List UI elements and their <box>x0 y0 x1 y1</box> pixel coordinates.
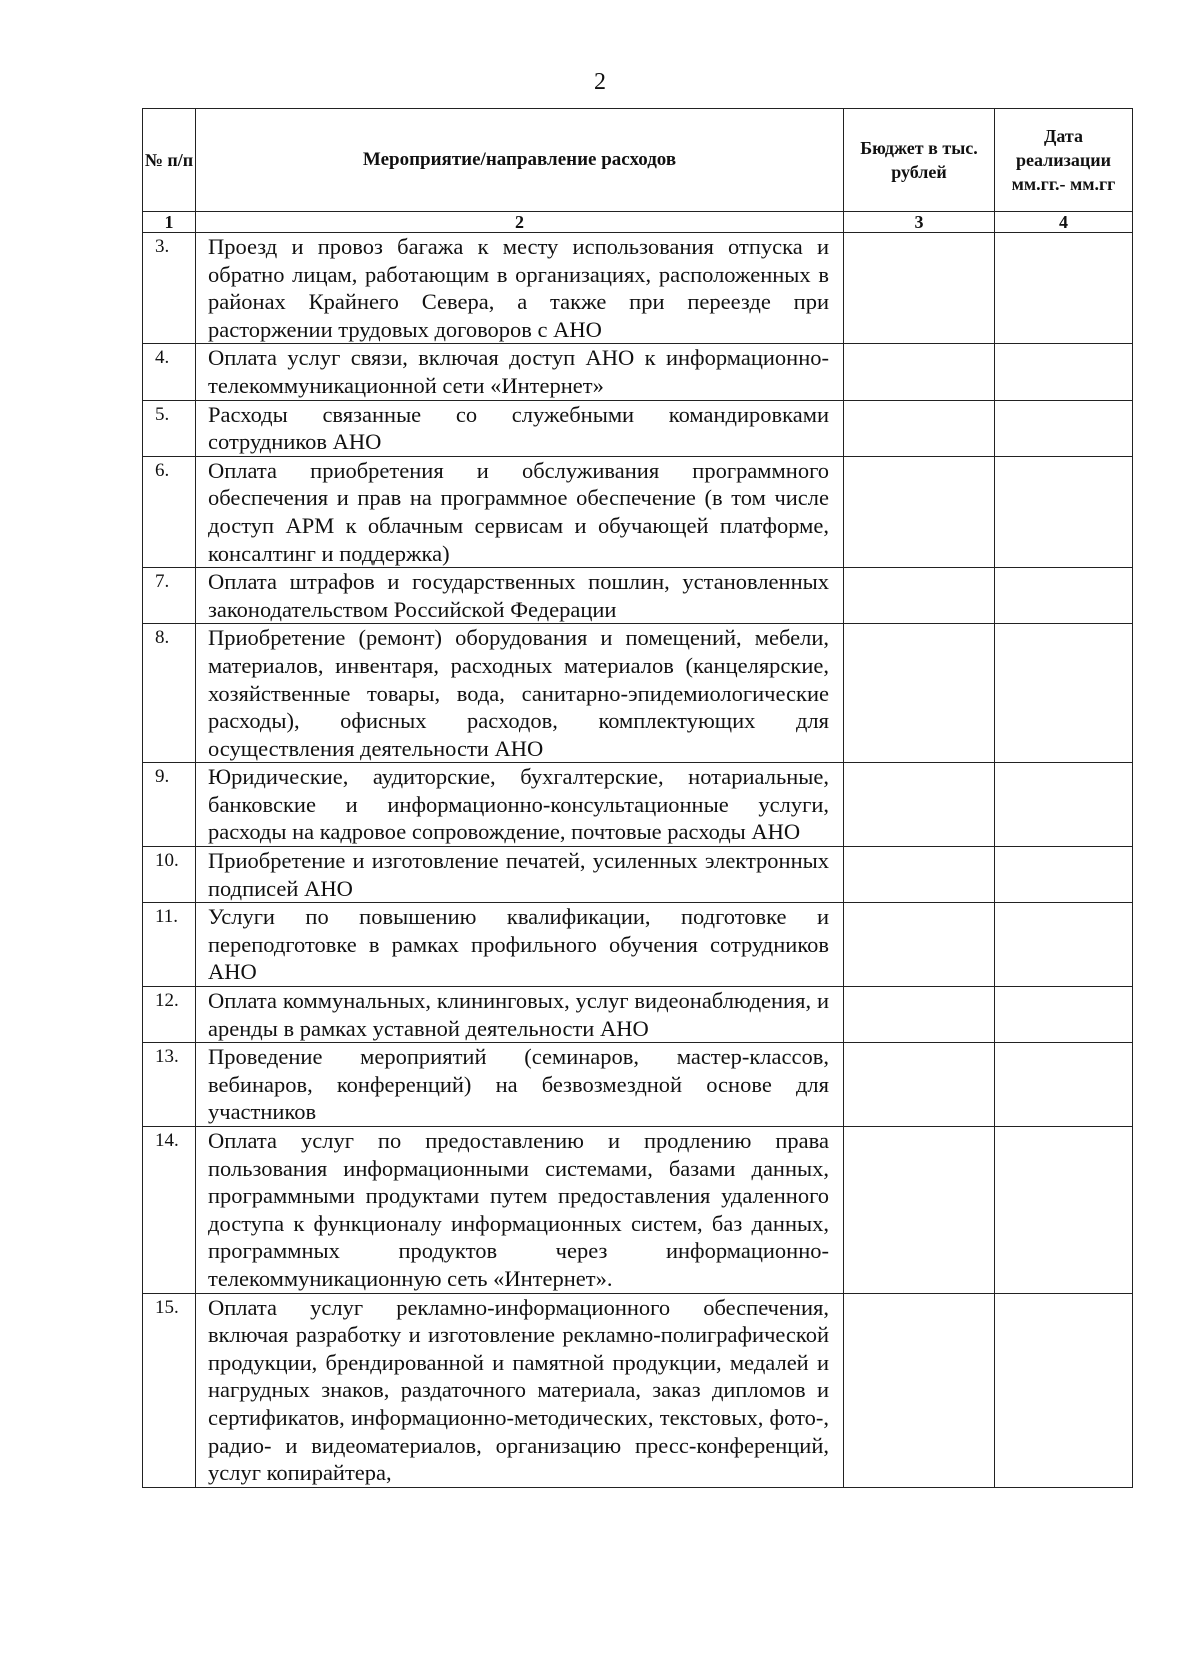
row-number: 15. <box>143 1293 196 1487</box>
page-number: 2 <box>594 69 606 95</box>
row-number: 9. <box>143 763 196 847</box>
row-number: 3. <box>143 233 196 344</box>
row-budget <box>844 1043 995 1127</box>
row-description: Оплата услуг по предоставлению и продлению права пользования информационными системами, базами данных, программными продуктами путем предоставления удаленного доступа к функционалу информационных систем, баз данных, программных продуктов через информационно-телекоммуникационную сеть «Интернет». <box>196 1127 844 1294</box>
row-date <box>995 456 1133 567</box>
row-budget <box>844 400 995 456</box>
row-date <box>995 903 1133 987</box>
row-budget <box>844 847 995 903</box>
table-row <box>143 1043 1133 1127</box>
row-number: 6. <box>143 456 196 567</box>
row-number: 12. <box>143 987 196 1043</box>
table-row <box>143 903 1133 987</box>
row-number: 14. <box>143 1127 196 1294</box>
row-date <box>995 233 1133 344</box>
row-number: 7. <box>143 568 196 624</box>
header-date: Дата реализации мм.гг.- мм.гг <box>995 109 1133 212</box>
table-row <box>143 1127 1133 1294</box>
column-number: 3 <box>844 212 995 233</box>
column-number: 1 <box>143 212 196 233</box>
row-description: Оплата приобретения и обслуживания программного обеспечения и прав на программное обеспечение (в том числе доступ АРМ к облачным сервисам и обучающей платформе, консалтинг и поддержка) <box>196 456 844 567</box>
row-description: Расходы связанные со служебными командировками сотрудников АНО <box>196 400 844 456</box>
row-number: 8. <box>143 624 196 763</box>
table-row <box>143 568 1133 624</box>
table-row <box>143 233 1133 344</box>
table-row <box>143 624 1133 763</box>
column-number: 4 <box>995 212 1133 233</box>
table-row <box>143 344 1133 400</box>
header-budget: Бюджет в тыс. рублей <box>844 109 995 212</box>
table-row <box>143 456 1133 567</box>
row-description: Приобретение (ремонт) оборудования и помещений, мебели, материалов, инвентаря, расходных материалов (канцелярские, хозяйственные товары, вода, санитарно-эпидемиологические расходы), офисных расходов, комплектующих для осуществления деятельности АНО <box>196 624 844 763</box>
table-row <box>143 763 1133 847</box>
row-date <box>995 763 1133 847</box>
header-description: Мероприятие/направление расходов <box>196 109 844 212</box>
table-row <box>143 1293 1133 1487</box>
row-description: Оплата штрафов и государственных пошлин, установленных законодательством Российской Федерации <box>196 568 844 624</box>
row-description: Юридические, аудиторские, бухгалтерские, нотариальные, банковские и информационно-консультационные услуги, расходы на кадровое сопровождение, почтовые расходы АНО <box>196 763 844 847</box>
row-budget <box>844 568 995 624</box>
row-budget <box>844 456 995 567</box>
row-date <box>995 847 1133 903</box>
row-description: Оплата коммунальных, клининговых, услуг видеонаблюдения, и аренды в рамках уставной деятельности АНО <box>196 987 844 1043</box>
row-description: Приобретение и изготовление печатей, усиленных электронных подписей АНО <box>196 847 844 903</box>
row-budget <box>844 763 995 847</box>
row-date <box>995 624 1133 763</box>
row-description: Оплата услуг связи, включая доступ АНО к информационно-телекоммуникационной сети «Интернет» <box>196 344 844 400</box>
row-number: 13. <box>143 1043 196 1127</box>
column-number: 2 <box>196 212 844 233</box>
table-row <box>143 987 1133 1043</box>
header-row <box>143 109 1133 212</box>
row-date <box>995 1293 1133 1487</box>
row-budget <box>844 1293 995 1487</box>
row-date <box>995 344 1133 400</box>
table-row <box>143 400 1133 456</box>
table-row <box>143 847 1133 903</box>
row-date <box>995 1043 1133 1127</box>
column-numbers-row <box>143 212 1133 233</box>
row-budget <box>844 903 995 987</box>
row-date <box>995 400 1133 456</box>
row-description: Оплата услуг рекламно-информационного обеспечения, включая разработку и изготовление рекламно-полиграфической продукции, брендированной и памятной продукции, медалей и нагрудных знаков, раздаточного материала, заказ дипломов и сертификатов, информационно-методических, текстовых, фото-, радио- и видеоматериалов, организацию пресс-конференций, услуг копирайтера, <box>196 1293 844 1487</box>
row-description: Проезд и провоз багажа к месту использования отпуска и обратно лицам, работающим в организациях, расположенных в районах Крайнего Севера, а также при переезде при расторжении трудовых договоров с АНО <box>196 233 844 344</box>
row-number: 4. <box>143 344 196 400</box>
row-budget <box>844 987 995 1043</box>
row-date <box>995 568 1133 624</box>
budget-table <box>142 108 1133 1488</box>
header-number: № п/п <box>143 109 196 212</box>
row-budget <box>844 233 995 344</box>
row-date <box>995 987 1133 1043</box>
row-budget <box>844 624 995 763</box>
row-description: Проведение мероприятий (семинаров, мастер-классов, вебинаров, конференций) на безвозмездной основе для участников <box>196 1043 844 1127</box>
row-number: 11. <box>143 903 196 987</box>
row-number: 10. <box>143 847 196 903</box>
row-number: 5. <box>143 400 196 456</box>
row-date <box>995 1127 1133 1294</box>
row-description: Услуги по повышению квалификации, подготовке и переподготовке в рамках профильного обучения сотрудников АНО <box>196 903 844 987</box>
row-budget <box>844 1127 995 1294</box>
row-budget <box>844 344 995 400</box>
